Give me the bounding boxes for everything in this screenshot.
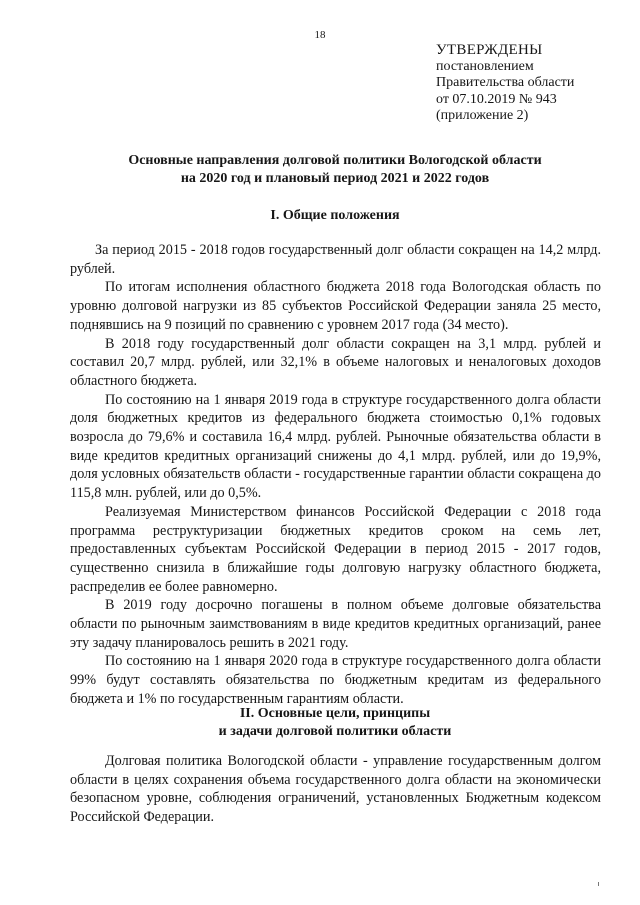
approval-line-3: от 07.10.2019 № 943 bbox=[436, 91, 557, 107]
approval-line-2: Правительства области bbox=[436, 75, 575, 90]
paragraph: Реализуемая Министерством финансов Российской Федерации с 2018 года программа реструктуризации бюджетных кредитов сроком на семь лет, предоставленных субъектам Российской Федерации в период 2015 - 2017 годов, существенно снизила в ближайшие годы долговую нагрузку областного бюджета, распределив ее более равномерно. bbox=[70, 503, 601, 595]
paragraph: В 2019 году досрочно погашены в полном объеме долговые обязательства области по рыночным заимствованиям в виде кредитов кредитных организаций, ранее эту задачу планировалось решить в 2021 году. bbox=[70, 597, 601, 651]
paragraph: По состоянию на 1 января 2019 года в структуре государственного долга области доля бюджетных кредитов из федерального бюджета стоимостью 0,1% годовых возросла до 79,6% и составила 16,4 млрд. рублей. Рыночные обязательства области в виде кредитов кредитных организаций снижены до 4,1 млрд. рублей, или до 19,9%, доля условных обязательств области - государственные гарантии области сокращена до 115,8 млн. рублей, или до 0,5%. bbox=[70, 391, 601, 502]
document-title-line-1: Основные направления долговой политики Вологодской области bbox=[128, 153, 542, 168]
section-2-heading-line-2: и задачи долговой политики области bbox=[218, 724, 452, 739]
document-title-line-2: на 2020 год и плановый период 2021 и 2022 годов bbox=[180, 171, 490, 186]
section-2-heading bbox=[60, 705, 610, 741]
section-2-heading-line-1: II. Основные цели, принципы bbox=[239, 706, 431, 721]
scan-mark bbox=[598, 882, 599, 886]
approval-line-1: постановлением bbox=[436, 58, 534, 74]
approval-stamp bbox=[436, 42, 574, 125]
approval-line-4: (приложение 2) bbox=[436, 108, 529, 123]
paragraph: По итогам исполнения областного бюджета 2018 года Вологодская область по уровню долговой нагрузки из 85 субъектов Российской Федерации заняла 25 место, поднявшись на 9 позиций по сравнению с уровнем 2017 года (34 место). bbox=[70, 279, 601, 333]
section-1-body bbox=[70, 241, 601, 709]
paragraph: Долговая политика Вологодской области - управление государственным долгом области в целях сохранения объема государственного долга области на экономически безопасном уровне, соблюдения ограничений, установленных Бюджетным кодексом Российской Федерации. bbox=[70, 753, 601, 826]
approval-heading: УТВЕРЖДЕНЫ bbox=[436, 42, 543, 58]
section-1-heading: I. Общие положения bbox=[270, 208, 400, 223]
paragraph: В 2018 году государственный долг области сокращен на 3,1 млрд. рублей и составил 20,7 млрд. рублей, или 32,1% в объеме налоговых и неналоговых доходов областного бюджета. bbox=[70, 335, 601, 389]
paragraph: За период 2015 - 2018 годов государственный долг области сокращен на 14,2 млрд. рублей. bbox=[70, 242, 601, 277]
document-title bbox=[60, 152, 610, 188]
section-2-body bbox=[70, 752, 601, 827]
page-number: 18 bbox=[314, 29, 326, 41]
paragraph: По состоянию на 1 января 2020 года в структуре государственного долга области 99% будут составлять обязательства по бюджетным кредитам из федерального бюджета и 1% по государственным гарантиям области. bbox=[70, 653, 601, 707]
